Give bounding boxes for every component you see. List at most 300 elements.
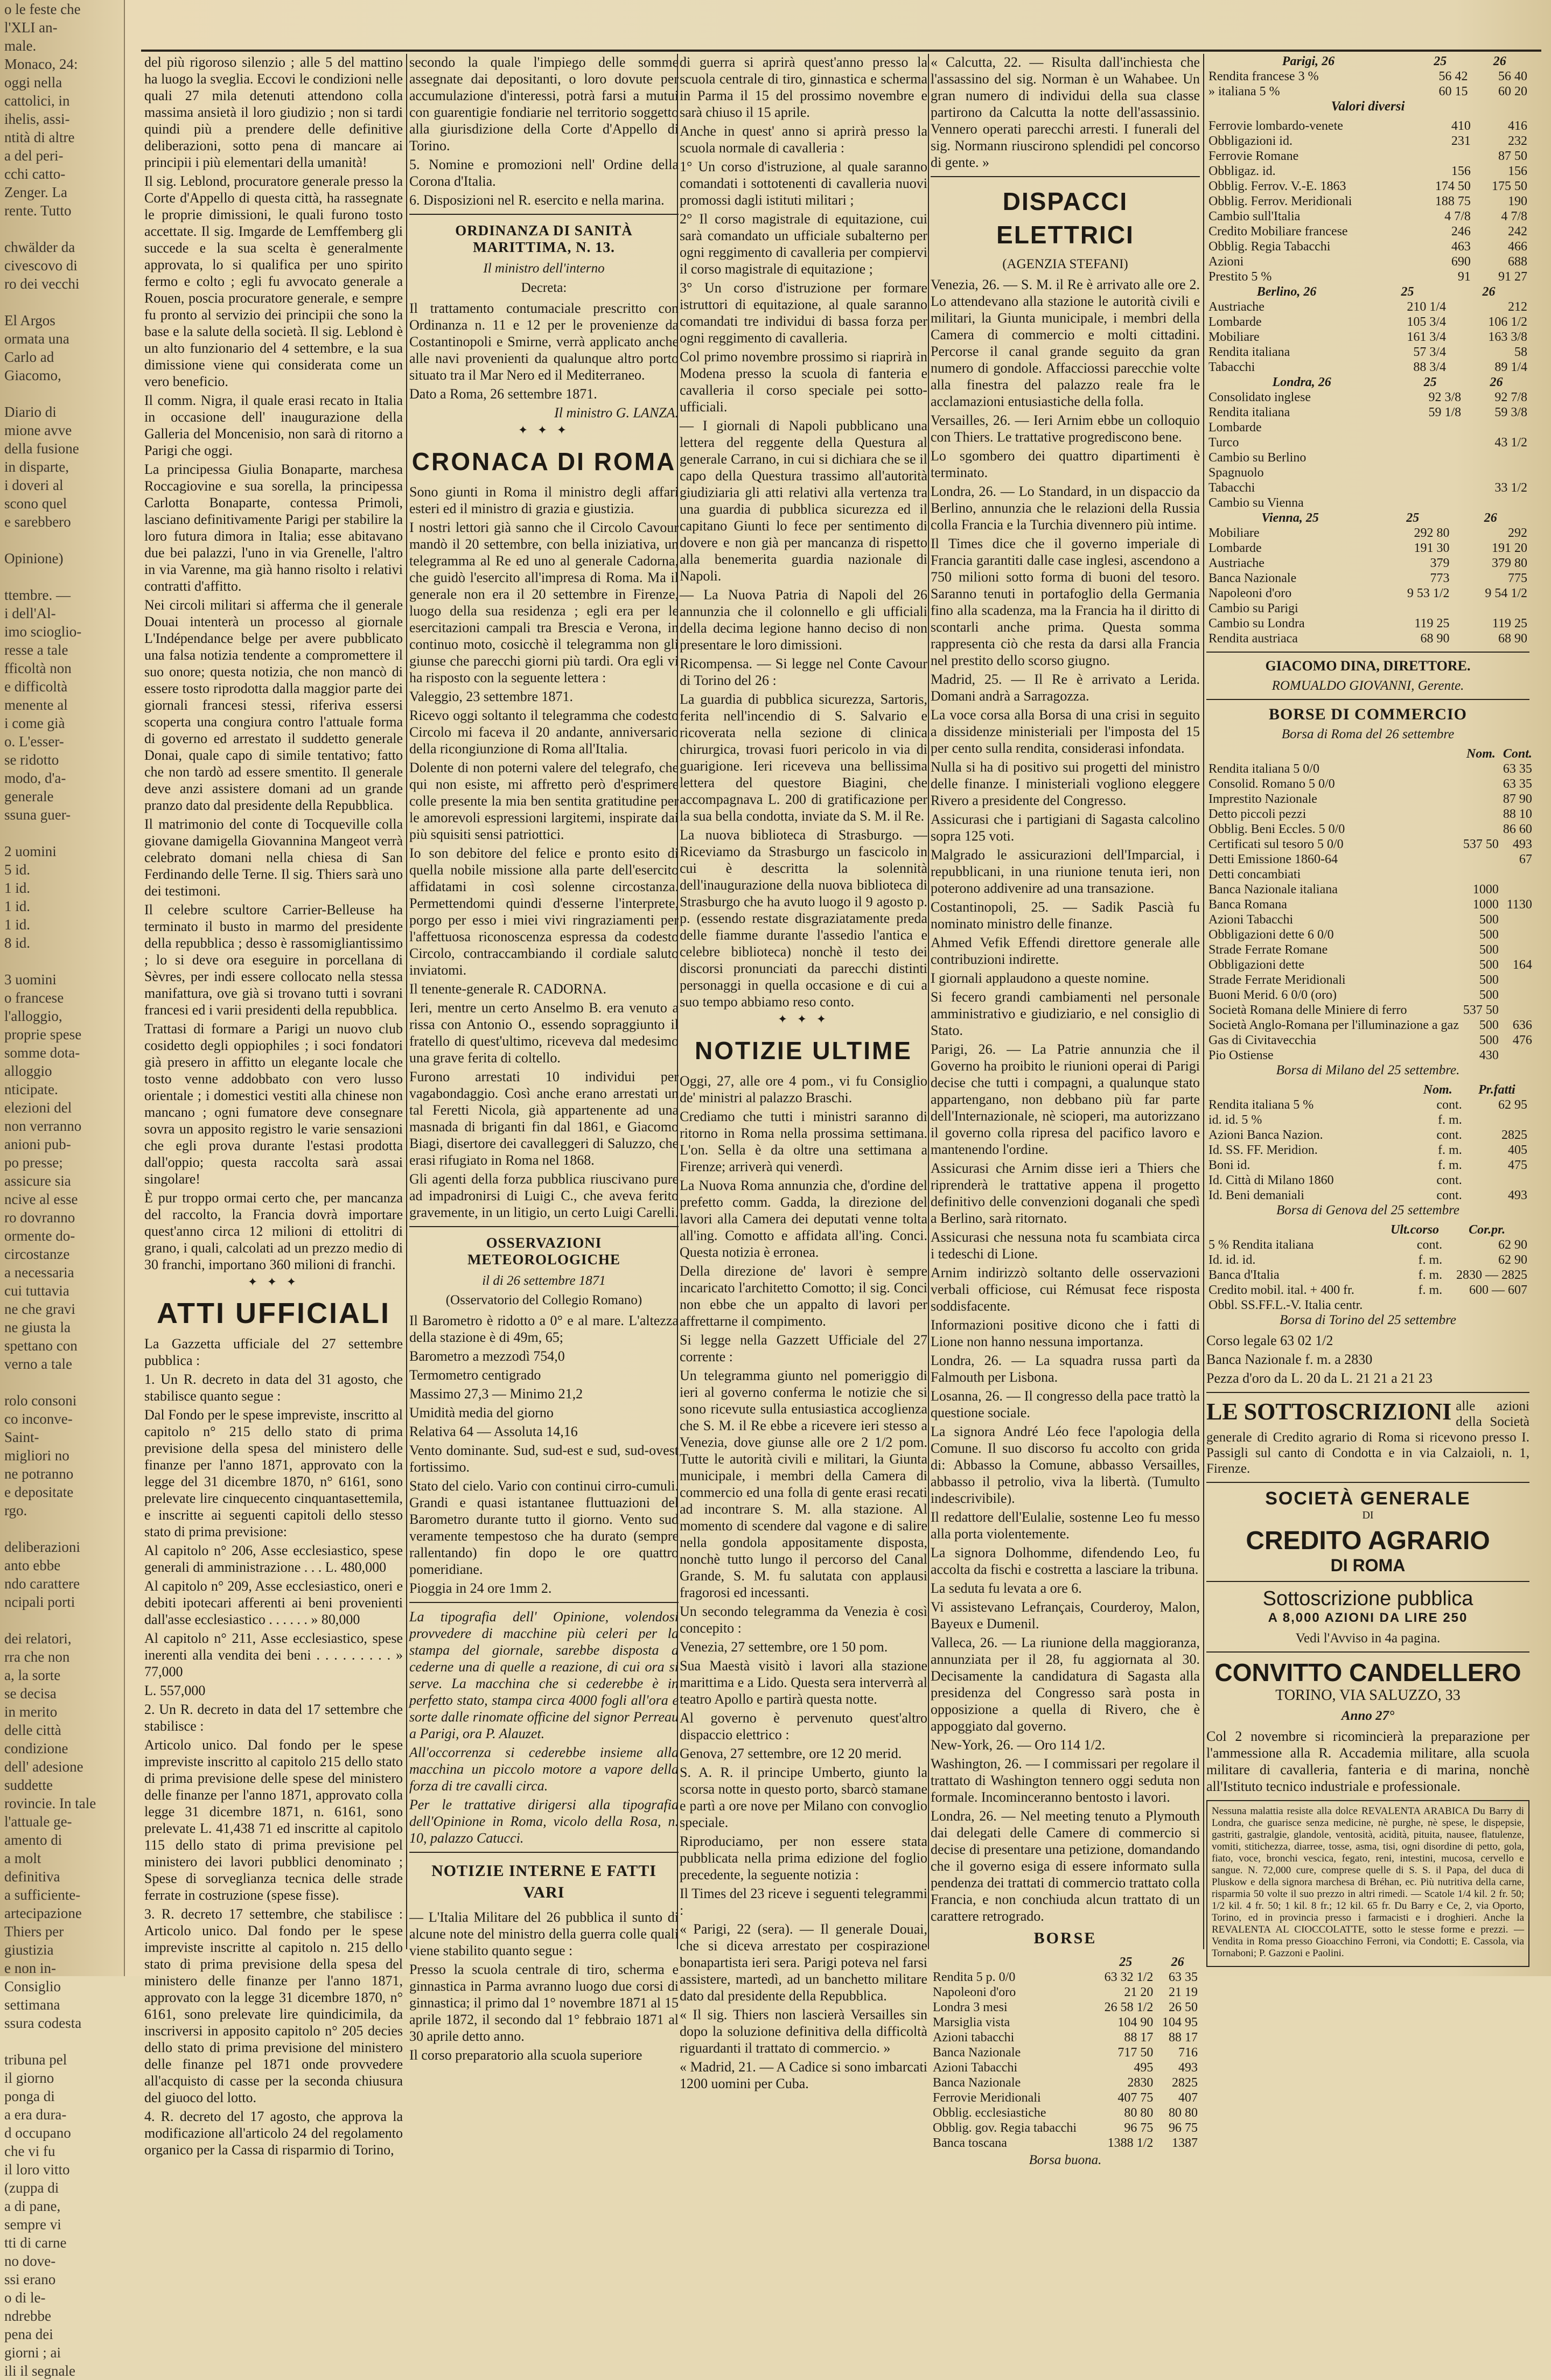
ornament: ✦ ✦ ✦ bbox=[247, 1275, 300, 1289]
price-cell: 476 bbox=[1512, 1033, 1532, 1047]
revalenta-ad bbox=[1206, 1800, 1529, 1967]
header-cell: 26 bbox=[1171, 1955, 1184, 1969]
price-cell: 156 bbox=[1451, 164, 1471, 178]
divider bbox=[931, 176, 1200, 177]
spine-line: amento di bbox=[4, 1832, 62, 1848]
price-cell: 466 bbox=[1508, 240, 1527, 254]
paragraph: Anche in quest' anno si aprirà presso la scuola normale di cavalleria : bbox=[680, 123, 927, 156]
borsa-milano-table bbox=[1206, 1082, 1529, 1203]
spine-line: se ridotto bbox=[4, 752, 59, 768]
paragraph: del più rigoroso silenzio ; alle 5 del mattino ha luogo la sveglia. Eccovi le condizioni nelle quali 27 mila detenuti attendono colla massima ansietà il loro giudizio ; non si tardi quindi più a prendere delle definitive deliberazioni, sotto pena di mancare ai principii i più elementari della umanità! bbox=[144, 54, 403, 170]
divider bbox=[409, 214, 679, 215]
security-name-cell: Rendita italiana 5 0/0 bbox=[1208, 762, 1319, 776]
price-cell: 493 bbox=[1512, 837, 1532, 851]
price-cell: 56 40 bbox=[1498, 69, 1527, 83]
spine-line: 1 id. bbox=[4, 916, 31, 933]
table-row bbox=[1206, 1188, 1529, 1203]
price-cell: cont. bbox=[1436, 1098, 1462, 1112]
price-cell bbox=[1501, 882, 1534, 897]
price-cell bbox=[1397, 465, 1463, 480]
price-cell: 775 bbox=[1508, 571, 1527, 585]
borse-heading: BORSE bbox=[1033, 1929, 1097, 1947]
price-cell: 500 bbox=[1479, 973, 1499, 987]
spine-line: in merito bbox=[4, 1704, 58, 1720]
spine-line: Monaco, 24: bbox=[4, 56, 78, 72]
paragraph: Il celebre scultore Carrier-Belleuse ha terminato il busto in marmo del presidente della repubblica ; desso è rassomigliantissimo ; lo si deve ora eseguire in porcellana di Sèvres, per indi essere collocato nella stessa manifattura, ove già si trovano tutti i sovrani francesi ed i varii presidenti della repubblica. bbox=[144, 902, 403, 1018]
spine-line: fficoltà non bbox=[4, 660, 72, 676]
security-name-cell: Credito mobil. ital. + 400 fr. bbox=[1208, 1283, 1354, 1297]
security-name-cell: Id. SS. FF. Meridion. bbox=[1208, 1143, 1318, 1157]
spine-line: assicure sia bbox=[4, 1173, 71, 1189]
table-row bbox=[1206, 1128, 1529, 1143]
price-cell: 500 bbox=[1479, 988, 1499, 1002]
price-cell bbox=[1463, 465, 1529, 480]
paragraph: Trattasi di formare a Parigi un nuovo club cosidetto degli oppiophiles ; i soci fondatori già presero in affitto un elegante locale che tosto venne addobbato con vero lusso orientale ; i domestici vestiti alla chinese non mancano ; ogni fumatore deve consegnare sovra un apposito registro le varie sensazioni che egli prova durante l'estasi prodotta dall'oppio; questa raccolta sarà assai singolare! bbox=[144, 1021, 403, 1187]
spine-line: ssuna guer- bbox=[4, 807, 71, 823]
spine-line: ro dei vecchi bbox=[4, 276, 80, 292]
price-cell: 86 60 bbox=[1503, 822, 1532, 836]
spine-line: o di le- bbox=[4, 2290, 46, 2306]
spine-line: 3 uomini bbox=[4, 971, 57, 988]
price-cell: 56 42 bbox=[1438, 69, 1468, 83]
price-cell: 43 1/2 bbox=[1494, 436, 1527, 450]
ordinanza-text: Il trattamento contumaciale prescritto con Ordinanza n. 11 e 12 per le provenienze da Costantinopoli e Smirne, verrà applicato anche alle navi provenienti da qualunque altro porto situato tra il Mar Nero ed il Mediterraneo. bbox=[409, 300, 679, 383]
commercio-heading: BORSE DI COMMERCIO bbox=[1268, 705, 1468, 723]
header-cell: 25 bbox=[1401, 285, 1414, 299]
paragraph: Londra, 26. — Lo Standard, in un dispaccio da Berlino, annunzia che le relazioni della Russia colla Francia e la Turchia divennero più intime. bbox=[931, 484, 1200, 533]
paragraph: 4. R. decreto del 17 agosto, che approva la modificazione all'articolo 24 del regolamento organico per la Cassa di risparmio di Torino, bbox=[144, 2109, 403, 2158]
spine-line: 8 id. bbox=[4, 935, 31, 951]
price-cell: 96 75 bbox=[1124, 2121, 1154, 2135]
paragraph: La voce corsa alla Borsa di una crisi in seguito a dissidenze ministeriali per l'imposta del 15 per cento sulla rendita, considerasi infondata. bbox=[931, 707, 1200, 756]
paragraph: La nuova biblioteca di Strasburgo. — Riceviamo da Strasburgo un fascicolo in cui è descritta la solennità dell'inaugurazione della nuova biblioteca di Strasburgo che ha avuto luogo il 9 agosto p. p. (essendo restate disgraziatamente preda delle fiamme durante l'assedio l'antica e celebre biblioteca) nonchè il testo dei discorsi pronunciati da parecchi distinti personaggi in quella occasione e di cui a suo tempo abbiamo reso conto. bbox=[680, 827, 927, 1010]
price-cell: 60 20 bbox=[1498, 85, 1527, 99]
price-cell: 475 bbox=[1508, 1158, 1527, 1172]
price-cell bbox=[1397, 480, 1463, 495]
spine-line: condizione bbox=[4, 1740, 68, 1756]
price-cell: f. m. bbox=[1418, 1253, 1443, 1267]
price-cell: 1130 bbox=[1506, 898, 1532, 912]
spine-line: d occupano bbox=[4, 2125, 71, 2141]
security-name-cell: Certificati sul tesoro 5 0/0 bbox=[1208, 837, 1344, 851]
header-cell: Ult.corso bbox=[1390, 1223, 1439, 1237]
table-row bbox=[1206, 526, 1529, 541]
price-cell: 1000 bbox=[1472, 898, 1499, 912]
ornament: ✦ ✦ ✦ bbox=[518, 423, 570, 437]
column-3 bbox=[680, 54, 927, 2091]
paragraph: Pioggia in 24 ore 1mm 2. bbox=[409, 1580, 552, 1596]
paragraph: 2° Il corso magistrale di equitazione, cui sarà comandato un ufficiale subalterno per ogni reggimento di cavalleria per compiervi il corso magistrale di equitazione ; bbox=[680, 211, 927, 277]
price-cell bbox=[1397, 495, 1463, 510]
price-cell bbox=[1501, 1048, 1534, 1063]
price-cell bbox=[1501, 912, 1534, 927]
price-cell: 91 bbox=[1457, 270, 1471, 284]
paragraph: I nostri lettori già sanno che il Circolo Cavour mandò il 20 settembre, con bella iniziativa, un telegramma al Re ed uno al generale Cadorna, che guidò l'esercito all'impresa di Roma. Ma il generale non era il 20 settembre in Firenze, luogo della sua residenza ; egli era per le esercitazioni campali tra Brescia e Verona, in continuo moto, cosicchè il telegramma non gli giunse che parecchi giorni più tardi. Ora egli vi ha risposto con la seguente lettera : bbox=[409, 520, 679, 685]
paragraph: Relativa 64 — Assoluta 14,16 bbox=[409, 1424, 578, 1439]
credito-l7: Vedi l'Avviso in 4a pagina. bbox=[1295, 1631, 1441, 1646]
security-name-cell: Azioni tabacchi bbox=[933, 2031, 1015, 2045]
price-cell: 232 bbox=[1508, 134, 1527, 148]
security-name-cell: Napoleoni d'oro bbox=[933, 1985, 1016, 1999]
price-cell: 163 3/8 bbox=[1488, 330, 1527, 344]
table-row bbox=[1206, 942, 1534, 957]
spine-line: somme dota- bbox=[4, 1045, 80, 1061]
price-cell: f. m. bbox=[1418, 1283, 1443, 1297]
price-cell bbox=[1461, 761, 1501, 776]
price-cell: 493 bbox=[1508, 1188, 1527, 1202]
price-cell: 88 17 bbox=[1124, 2031, 1154, 2045]
header-cell bbox=[1206, 1222, 1385, 1237]
price-cell: 88 17 bbox=[1169, 2031, 1198, 2045]
security-name-cell: Austriache bbox=[1208, 556, 1264, 570]
price-cell: 9 53 1/2 bbox=[1407, 586, 1450, 600]
meteo-date: il di 26 settembre 1871 bbox=[482, 1273, 606, 1288]
price-cell bbox=[1397, 450, 1463, 465]
parigi-table bbox=[1206, 54, 1529, 99]
table-row bbox=[1206, 360, 1529, 375]
security-name-cell: Pio Ostiense bbox=[1208, 1048, 1274, 1062]
price-cell: 688 bbox=[1508, 255, 1527, 269]
table-header-row bbox=[1206, 1222, 1529, 1237]
table-row bbox=[1206, 601, 1529, 616]
security-name-cell: Ferrovie lombardo-venete bbox=[1208, 119, 1343, 133]
paragraph: Nei circoli militari si afferma che il generale Douai intenterà un processo al giornale L'Indépendance belge per avere pubblicato una falsa notizia tendente a compromettere il suo onore; questa notizia, che non mancò di essere tosto riprodotta dalla maggior parte dei giornali francesi stessi, riferiva essersi scoperta una congiura contro l'attuale forma di governo ed arrestato il suddetto generale Donai, quale capo di simile tentativo; fatto che non tardò ad essere smentito. Il generale deve anzi assistere domani ad un grande pranzo dato dal presidente della Repubblica. bbox=[144, 597, 403, 813]
spine-line: ormente do- bbox=[4, 1228, 75, 1244]
table-row bbox=[1206, 1112, 1529, 1128]
security-name-cell: Banca Nazionale italiana bbox=[1208, 883, 1338, 897]
price-cell: 105 3/4 bbox=[1407, 315, 1447, 329]
paragraph: Io son debitore del felice e pronto esito di quella nobile missione alla parte dell'esercito affidatami in così solenne circostanza. Permettendomi quindi d'esserne l'interprete, porgo per esso i miei vivi ringraziamenti per l'affettuosa riconoscenza espressa da codesto Circolo, contraccambiando il cordiale saluto inviatomi. bbox=[409, 845, 679, 978]
vienna-table bbox=[1206, 510, 1529, 646]
paragraph: Banca Nazionale f. m. a 2830 bbox=[1206, 1352, 1373, 1367]
meteo-readings bbox=[409, 1312, 679, 1597]
price-cell: 2830 — 2825 bbox=[1456, 1268, 1527, 1282]
torino-label: Borsa di Torino del 25 settembre bbox=[1279, 1313, 1456, 1327]
price-cell: 104 90 bbox=[1117, 2015, 1154, 2029]
price-cell: 405 bbox=[1508, 1143, 1527, 1157]
security-name-cell: Obbligazioni dette bbox=[1208, 958, 1304, 972]
paragraph: È pur troppo ormai certo che, per mancanza del raccolto, la Francia dovrà importare quest'anno circa 12 milioni di ettolitri di grano, i quali, calcolati ad un prezzo medio di 30 franchi, importano 360 milioni di franchi. bbox=[144, 1190, 403, 1272]
price-cell: 4 7/8 bbox=[1501, 209, 1527, 223]
spine-line bbox=[0, 568, 124, 586]
dispacci-heading: DISPACCI ELETTRICI bbox=[996, 187, 1134, 249]
paragraph: Valeggio, 23 settembre 1871. bbox=[409, 689, 573, 704]
price-cell: 1387 bbox=[1172, 2136, 1198, 2150]
borse-footer: Borsa buona. bbox=[1029, 2153, 1102, 2167]
price-cell: 161 3/4 bbox=[1407, 330, 1447, 344]
spine-line: Opinione) bbox=[4, 550, 64, 566]
security-name-cell: Detti concambiati bbox=[1208, 867, 1301, 881]
spine-line: artecipazione bbox=[4, 1905, 82, 1921]
paragraph: S. A. R. il principe Umberto, giunto la scorsa notte in questo porto, sbarcò stamane e partì a ore nove per Milano con convoglio speciale. bbox=[680, 1765, 927, 1830]
paragraph: 6. Disposizioni nel R. esercito e nella marina. bbox=[409, 192, 665, 208]
table-row bbox=[1206, 897, 1534, 912]
security-name-cell: Turco bbox=[1208, 436, 1239, 450]
table-row bbox=[1206, 807, 1534, 822]
table-row bbox=[931, 2045, 1200, 2060]
column-5 bbox=[1206, 54, 1532, 1960]
table-row bbox=[1206, 209, 1529, 224]
price-cell: 292 80 bbox=[1414, 526, 1450, 540]
price-cell: 87 90 bbox=[1503, 792, 1532, 806]
security-name-cell: Ferrovie Meridionali bbox=[933, 2091, 1041, 2105]
price-cell: 2830 bbox=[1127, 2076, 1154, 2090]
header-cell: 26 bbox=[1493, 54, 1506, 68]
spine-line: mione avve bbox=[4, 422, 72, 438]
security-name-cell: Società Romana delle Miniere di ferro bbox=[1208, 1003, 1407, 1017]
calcutta-dispatch: « Calcutta, 22. — Risulta dall'inchiesta che l'assassino del sig. Norman è un Wahabee. Un gran numero di individui della sua classe partirono da Calcutta la notte dell'assassinio. Vennero operati parecchi arresti. I funerali del sig. Normann riuscirono splendidi pel concorso di gente. » bbox=[931, 54, 1200, 170]
column-4 bbox=[931, 54, 1200, 2167]
spine-line: Giacomo, bbox=[4, 367, 61, 383]
price-cell: 21 19 bbox=[1169, 1985, 1198, 1999]
price-cell: 2825 bbox=[1501, 1128, 1527, 1142]
table-row bbox=[1206, 299, 1529, 314]
security-name-cell: Obblig. Ferrov. Meridionali bbox=[1208, 194, 1352, 208]
ornament: ✦ ✦ ✦ bbox=[777, 1012, 830, 1026]
spine-line: ncive al esse bbox=[4, 1191, 78, 1207]
paragraph: All'occorrenza si cederebbe insieme alla macchina un piccolo motore a vapore della forza di tre cavalli circa. bbox=[409, 1745, 679, 1794]
security-name-cell: Cambio su Parigi bbox=[1208, 601, 1298, 615]
table-row bbox=[1206, 480, 1529, 495]
security-name-cell: Detto piccoli pezzi bbox=[1208, 807, 1307, 821]
table-row bbox=[931, 2030, 1200, 2045]
atti-ufficiali-text bbox=[144, 1335, 403, 2158]
spine-line: l'alloggio, bbox=[4, 1008, 62, 1024]
tipografia-notice bbox=[409, 1608, 679, 1846]
paragraph: Sua Maestà visitò i lavori alla stazione marittima e a Lido. Questa sera interverrà al teatro Apollo e partirà questa notte. bbox=[680, 1658, 927, 1707]
credito-l6: A 8,000 AZIONI DA LIRE 250 bbox=[1268, 1611, 1468, 1625]
paragraph: Assicurasi che nessuna nota fu scambiata circa i tedeschi di Lione. bbox=[931, 1229, 1200, 1262]
spine-line: rra che non bbox=[4, 1649, 70, 1665]
price-cell: 190 bbox=[1508, 194, 1527, 208]
spine-line: l'XLI an- bbox=[4, 19, 58, 36]
table-row bbox=[1206, 792, 1534, 807]
security-name-cell: Tabacchi bbox=[1208, 481, 1255, 495]
price-cell: 379 80 bbox=[1492, 556, 1527, 570]
security-name-cell: Id. Città di Milano 1860 bbox=[1208, 1173, 1334, 1187]
spine-line: oggi nella bbox=[4, 74, 62, 90]
table-row bbox=[1206, 495, 1529, 510]
price-cell: 63 35 bbox=[1503, 777, 1532, 791]
spine-line: ssura codesta bbox=[4, 2015, 82, 2031]
spine-line: se decisa bbox=[4, 1685, 57, 1702]
paragraph: Il tenente-generale R. CADORNA. bbox=[409, 981, 607, 997]
price-cell: 21 20 bbox=[1124, 1985, 1154, 1999]
paragraph: Termometro centigrado bbox=[409, 1367, 541, 1383]
price-cell: 9 54 1/2 bbox=[1485, 586, 1527, 600]
spine-line: in disparte, bbox=[4, 459, 69, 475]
price-cell: 500 bbox=[1479, 913, 1499, 927]
security-name-cell: Prestito 5 % bbox=[1208, 270, 1272, 284]
table-row bbox=[1206, 882, 1534, 897]
price-cell: 59 1/8 bbox=[1428, 405, 1462, 419]
price-cell: 89 1/4 bbox=[1494, 360, 1527, 374]
military-school-news bbox=[680, 54, 927, 1010]
security-name-cell: Azioni Tabacchi bbox=[933, 2061, 1018, 2075]
paragraph: Il corso preparatorio alla scuola superiore bbox=[409, 2047, 642, 2063]
table-row bbox=[1206, 435, 1529, 450]
table-row bbox=[1206, 1283, 1529, 1298]
security-name-cell: Azioni bbox=[1208, 255, 1244, 269]
price-cell bbox=[1416, 149, 1473, 164]
paragraph: Pezza d'oro da L. 20 da L. 21 21 a 21 23 bbox=[1206, 1370, 1433, 1386]
paragraph: Il comm. Nigra, il quale erasi recato in Italia in occasione dell' inaugurazione della Galleria del Moncenisio, non sarà di ritorno a Parigi che oggi. bbox=[144, 393, 403, 458]
price-cell: 379 bbox=[1430, 556, 1450, 570]
spine-line: dei relatori, bbox=[4, 1630, 72, 1647]
sottoscrizioni-title: LE SOTTOSCRIZIONI bbox=[1206, 1398, 1452, 1425]
table-row bbox=[1206, 164, 1529, 179]
previous-page-margin bbox=[0, 0, 125, 2379]
spine-line: ssi erano bbox=[4, 2271, 56, 2287]
price-cell: 410 bbox=[1451, 119, 1471, 133]
table-row bbox=[1206, 224, 1529, 239]
spine-line: po presse; bbox=[4, 1154, 63, 1171]
spine-line: pena dei bbox=[4, 2326, 53, 2342]
price-cell: 57 3/4 bbox=[1413, 345, 1447, 359]
table-row bbox=[1206, 1298, 1529, 1313]
sottoscrizioni-text: alle azioni della Società generale di Credito agrario di Roma si ricevono presso I. Passigli sul canto di Condotta e in via Calzaioli, n. 1, Firenze. bbox=[1206, 1399, 1529, 1476]
spine-line: o le feste che bbox=[4, 1, 81, 17]
borsa-roma-table bbox=[1206, 746, 1534, 1063]
convitto-text: Col 2 novembre si ricomincierà la preparazione per l'ammessione alla R. Accademia militare, alla scuola militare di cavalleria, fanteria e di marina, nonchè all'Istituto tecnico industriale e professionale. bbox=[1206, 1728, 1529, 1794]
column-divider bbox=[1203, 54, 1204, 1949]
spine-line: migliori no bbox=[4, 1447, 69, 1464]
header-cell: 25 bbox=[1423, 375, 1437, 389]
spine-line: e depositate bbox=[4, 1484, 74, 1500]
spine-line: non verranno bbox=[4, 1118, 82, 1134]
header-cell: Cont. bbox=[1503, 747, 1532, 761]
security-name-cell: Obbligazioni id. bbox=[1208, 134, 1292, 148]
paragraph: Col primo novembre prossimo si riaprirà in Modena presso la scuola di fanteria e cavalleria il corso speciale pei sotto-ufficiali. bbox=[680, 349, 927, 415]
convitto-address: TORINO, VIA SALUZZO, 33 bbox=[1275, 1687, 1461, 1704]
table-row bbox=[1206, 852, 1534, 867]
paragraph: Il Barometro è ridotto a 0° e al mare. L'altezza della stazione è di 49m, 65; bbox=[409, 1313, 679, 1345]
price-cell bbox=[1463, 450, 1529, 465]
paragraph: La guardia di pubblica sicurezza, Sartoris, ferita nell'incendio di S. Salvario e ricoverata nella sezione di clinica chirurgica, trovasi fuori pericolo in via di guarigione. Ieri riceveva una bellissima lettera del questore Biagini, che accompagnava L. 200 di gratificazione per la sua bella condotta, inviate da S. M. il Re. bbox=[680, 691, 927, 824]
paragraph: La tipografia dell' Opinione, volendosi provvedere di macchine più celeri per la stampa del giornale, sarebbe disposta a cederne una di quelle a reazione, di cui ora si serve. La macchina che si cederebbe è in perfetto stato, stampa circa 4000 fogli all'ora e sorte dalle rinomate officine del signor Perreau a Parigi, ora P. Alauzet. bbox=[409, 1609, 679, 1741]
header-cell: Vienna, 25 bbox=[1261, 511, 1319, 525]
table-header-row bbox=[1206, 284, 1529, 299]
paragraph: L. 557,000 bbox=[144, 1683, 206, 1698]
spine-line: e sarebbero bbox=[4, 514, 71, 530]
spine-line: El Argos bbox=[4, 312, 55, 328]
security-name-cell: Buoni Merid. 6 0/0 (oro) bbox=[1208, 988, 1337, 1002]
spine-line: 5 id. bbox=[4, 862, 31, 878]
genova-label: Borsa di Genova del 25 settembre bbox=[1276, 1203, 1459, 1217]
ordinanza-sub: Il ministro dell'interno bbox=[483, 261, 605, 276]
price-cell: 1000 bbox=[1472, 883, 1499, 897]
security-name-cell: Tabacchi bbox=[1208, 360, 1255, 374]
price-cell: 537 50 bbox=[1463, 1003, 1499, 1017]
meteo-title: OSSERVAZIONI METEOROLOGICHE bbox=[467, 1235, 621, 1268]
paragraph: Dolente di non poterni valere del telegrafo, che qui non esiste, mi affretto però d'esprimere colle presente la mia ben sentita gratitudine per le amorevoli espressioni largitemi, inspirate dai più squisiti sensi patriottici. bbox=[409, 760, 679, 842]
header-cell bbox=[931, 1955, 1096, 1970]
ordinanza-date: Dato a Roma, 26 settembre 1871. bbox=[409, 386, 597, 402]
price-cell: 191 20 bbox=[1492, 541, 1527, 555]
price-cell: 104 95 bbox=[1162, 2015, 1198, 2029]
credito-l1: SOCIETÀ GENERALE bbox=[1265, 1488, 1471, 1509]
spine-line: che vi fu bbox=[4, 2143, 55, 2159]
price-cell bbox=[1461, 867, 1501, 882]
price-cell bbox=[1461, 822, 1501, 837]
security-name-cell: Strade Ferrate Meridionali bbox=[1208, 973, 1346, 987]
paragraph: I giornali applaudono a queste nomine. bbox=[931, 970, 1149, 986]
paragraph: Gli agenti della forza pubblica riuscivano pure ad impadronirsi di Luigi C., che aveva ferito gravemente, in un litigio, un certo Luigi Carelli. bbox=[409, 1171, 679, 1220]
price-cell bbox=[1444, 1298, 1529, 1313]
spine-line: i dell'Al- bbox=[4, 605, 56, 621]
spine-line bbox=[0, 384, 124, 403]
header-cell: Cor.pr. bbox=[1469, 1223, 1506, 1237]
paragraph: Vento dominante. Sud, sud-est e sud, sud-ovest fortissimo. bbox=[409, 1443, 679, 1475]
spine-line: ntità di altre bbox=[4, 129, 75, 145]
spine-line bbox=[0, 220, 124, 238]
price-cell: f. m. bbox=[1438, 1113, 1462, 1127]
price-cell: f. m. bbox=[1438, 1158, 1462, 1172]
security-name-cell: Cambio su Londra bbox=[1208, 617, 1305, 631]
paragraph: Londra, 26. — Nel meeting tenuto a Plymouth dai delegati delle Camere di commercio si decise di presentare una petizione, domandando che il governo esiga di essere informato sulla pendenza dei trattati di commercio trattato colla Francia, e non conchiuda alcun trattato di un carattere retrogrado. bbox=[931, 1808, 1200, 1924]
security-name-cell: Marsiglia vista bbox=[933, 2015, 1010, 2029]
paragraph: « Madrid, 21. — A Cadice si sono imbarcati 1200 uomini per Cuba. bbox=[680, 2059, 927, 2091]
atti-continuation bbox=[409, 54, 679, 208]
price-cell: cont. bbox=[1436, 1128, 1462, 1142]
paragraph: Parigi, 26. — La Patrie annunzia che il Governo ha proibito le riunioni operai di Parigi decise che tutti i compagni, a qualunque stato appartengano, non debbano più far parte dell'Internazionale, nè scioperi, ma autorizzano il governo colla ripresa del pacifico lavoro e mantenendo l'ordine. bbox=[931, 1041, 1200, 1157]
table-row bbox=[1206, 912, 1534, 927]
paragraph: Al capitolo n° 211, Asse ecclesiastico, spese inerenti alla vendita dei beni . . . . . . . . . » 77,000 bbox=[144, 1630, 403, 1679]
table-row bbox=[1206, 586, 1529, 601]
security-name-cell: Id. id. id. bbox=[1208, 1253, 1256, 1267]
spine-line: rolo consoni bbox=[4, 1392, 77, 1409]
notizie-ultime-heading: NOTIZIE ULTIME bbox=[694, 1037, 912, 1065]
security-name-cell: Consolidato inglese bbox=[1208, 390, 1311, 404]
price-cell: 33 1/2 bbox=[1494, 481, 1527, 495]
price-cell: 407 75 bbox=[1117, 2091, 1154, 2105]
spine-line: no dove- bbox=[4, 2253, 56, 2269]
security-name-cell: Mobiliare bbox=[1208, 330, 1260, 344]
paragraph: Lo sgombero dei quattro dipartimenti è terminato. bbox=[931, 448, 1200, 480]
security-name-cell: Rendita austriaca bbox=[1208, 632, 1298, 646]
spine-line: rovincie. In tale bbox=[4, 1795, 96, 1811]
spine-line: imo scioglio- bbox=[4, 624, 82, 640]
column-2 bbox=[409, 54, 679, 2063]
spine-line: (zuppa di bbox=[4, 2180, 59, 2196]
credito-l2: DI bbox=[1362, 1509, 1374, 1521]
table-row bbox=[931, 1985, 1200, 2000]
spine-line: elezioni del bbox=[4, 1100, 72, 1116]
security-name-cell: Società Anglo-Romana per l'illuminazione a gaz bbox=[1208, 1018, 1459, 1032]
price-cell: 716 bbox=[1178, 2046, 1198, 2060]
spine-line: alloggio bbox=[4, 1063, 52, 1079]
security-name-cell: Rendita italiana 5 % bbox=[1208, 1098, 1314, 1112]
price-cell bbox=[1501, 988, 1534, 1003]
table-row bbox=[1206, 1018, 1534, 1033]
header-cell bbox=[1206, 1082, 1412, 1097]
spine-line: Thiers per bbox=[4, 1923, 64, 1940]
divider bbox=[409, 1852, 679, 1853]
divider bbox=[1206, 1581, 1529, 1582]
price-cell: cont. bbox=[1416, 1238, 1443, 1252]
ordinanza-decreta: Decreta: bbox=[521, 281, 567, 295]
header-cell: 26 bbox=[1482, 285, 1496, 299]
security-name-cell: Rendita italiana bbox=[1208, 345, 1290, 359]
security-name-cell: Credito Mobiliare francese bbox=[1208, 225, 1348, 239]
spine-line: il loro vitto bbox=[4, 2161, 70, 2178]
table-row bbox=[1206, 972, 1534, 988]
paragraph: secondo la quale l'impiego delle somme assegnate dai depositanti, o loro dovute per accumulazione d'interessi, potrà farsi a mutui con guarentigie fondiarie nel territorio soggetto alla giurisdizione della Corte d'Appello di Torino. bbox=[409, 54, 679, 153]
table-row bbox=[1206, 776, 1534, 792]
spine-line: ne potranno bbox=[4, 1466, 74, 1482]
spine-line: sempre vi bbox=[4, 2216, 61, 2232]
paragraph: La signora André Léo fece l'apologia della Comune. Il suo discorso fu accolto con grida di: Abbasso la Comune, abbasso Versailles, abbasso il petrolio, viva la libertà. (Tumulto indescrivibile). bbox=[931, 1424, 1200, 1506]
